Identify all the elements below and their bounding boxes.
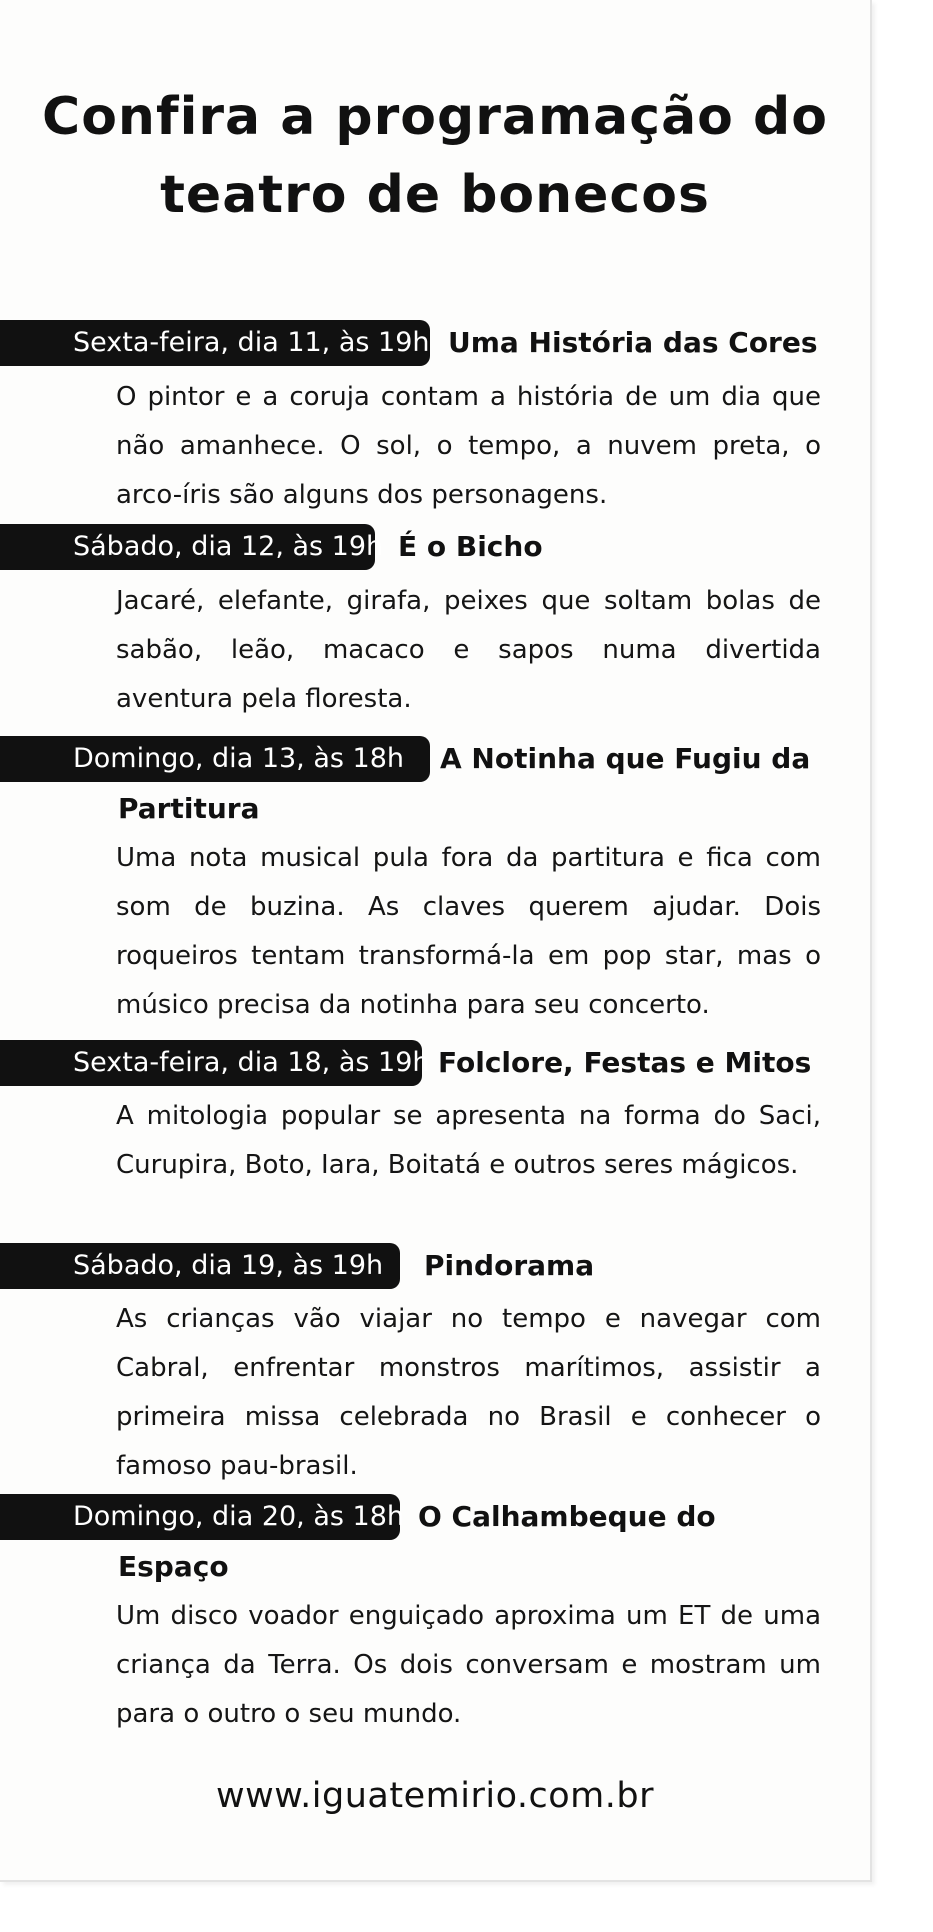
event-item [0, 524, 870, 714]
event-date: Sexta-feira, dia 11, às 19h [73, 327, 430, 358]
event-item [0, 736, 870, 1020]
date-bar [0, 1040, 430, 1086]
flyer-title [0, 78, 870, 234]
event-date: Domingo, dia 20, às 18h [73, 1501, 405, 1532]
website-link[interactable]: www.iguatemirio.com.br [216, 1776, 654, 1816]
event-date: Domingo, dia 13, às 18h [73, 743, 405, 774]
event-date: Sábado, dia 19, às 19h [73, 1250, 384, 1281]
event-title: É o Bicho [398, 530, 543, 563]
date-bar [0, 524, 384, 570]
event-description: A mitologia popular se apresenta na forma do Saci, Curupira, Boto, Iara, Boitatá e outros seres mágicos. [116, 1101, 821, 1180]
event-item [0, 320, 870, 510]
date-bar [0, 1243, 400, 1289]
event-date: Sexta-feira, dia 18, às 19h [73, 1047, 430, 1078]
event-date: Sábado, dia 12, às 19h [73, 531, 384, 562]
event-title: Pindorama [424, 1249, 595, 1282]
event-description: Um disco voador enguiçado aproxima um ET de uma criança da Terra. Os dois conversam e mostram um para o outro o seu mundo. [116, 1601, 821, 1729]
event-description: As crianças vão viajar no tempo e navegar com Cabral, enfrentar monstros marítimos, assistir a primeira missa celebrada no Brasil e conhecer o famoso pau-brasil. [116, 1304, 821, 1481]
event-description: Uma nota musical pula fora da partitura e fica com som de buzina. As claves querem ajudar. Dois roqueiros tentam transformá-la em pop star, mas o músico precisa da notinha para seu concerto. [116, 843, 821, 1020]
event-description: O pintor e a coruja contam a história de um dia que não amanhece. O sol, o tempo, a nuvem preta, o arco-íris são alguns dos personagens. [116, 382, 821, 510]
event-title-continued: Partitura [118, 792, 260, 825]
event-item [0, 1243, 870, 1481]
title-line-1: Confira a programação do [42, 87, 828, 147]
event-item [0, 1494, 870, 1729]
event-item [0, 1040, 870, 1180]
event-description: Jacaré, elefante, girafa, peixes que soltam bolas de sabão, leão, macaco e sapos numa divertida aventura pela floresta. [116, 586, 821, 714]
date-bar [0, 736, 430, 782]
event-title: Folclore, Festas e Mitos [438, 1046, 812, 1079]
event-title: O Calhambeque do [418, 1500, 716, 1533]
date-bar [0, 320, 430, 366]
event-title: Uma História das Cores [448, 326, 818, 359]
title-line-2: teatro de bonecos [160, 165, 710, 225]
date-bar [0, 1494, 405, 1540]
event-title: A Notinha que Fugiu da [440, 742, 811, 775]
event-title-continued: Espaço [118, 1550, 229, 1583]
